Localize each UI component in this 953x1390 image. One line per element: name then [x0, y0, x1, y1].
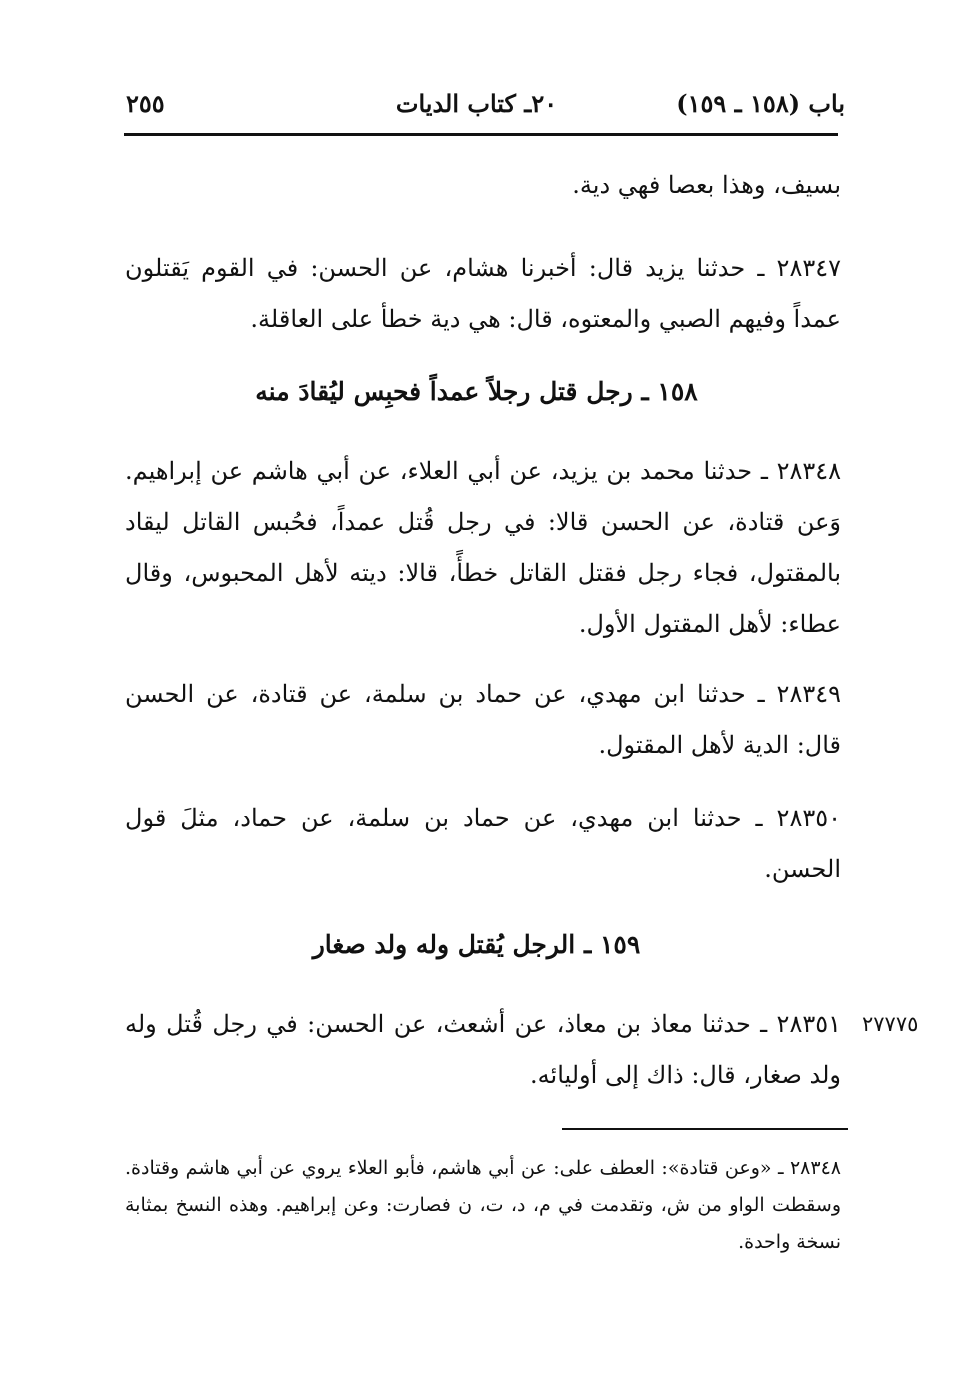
- chapter-range: باب (١٥٨ ـ ١٥٩): [676, 89, 845, 118]
- hadith-28350: ٢٨٣٥٠ ـ حدثنا ابن مهدي، عن حماد بن سلمة، عن حماد، مثلَ قول الحسن.: [125, 804, 841, 883]
- intro-line: بسيف، وهذا بعصا فهي دية.: [572, 171, 841, 199]
- hadith-28348: ٢٨٣٤٨ ـ حدثنا محمد بن يزيد، عن أبي العلاء، عن أبي هاشم عن إبراهيم. وَعن قتادة، عن الحسن قالا: في رجل قُتل عمداً، فحُبس القاتل ليقاد بالمقتول، فجاء رجل فقتل القاتل خطأً، قالا: ديته لأهل المحبوس، وقال عطاء: لأهل المقتول الأول.: [125, 457, 842, 638]
- footnote-rule: [562, 1128, 848, 1130]
- footnote-28348: ٢٨٣٤٨ ـ «وعن قتادة»: العطف على: عن أبي هاشم، فأبو العلاء يروي عن أبي هاشم وقتادة. وسقطت الواو من ش، وتقدمت في م، د، ت، ن فصارت: وعن إبراهيم. وهذه النسخ بمثابة نسخة واحدة.: [125, 1157, 841, 1253]
- margin-reference-number: ٢٧٧٧٥: [862, 1012, 919, 1036]
- chapter-heading-159: ١٥٩ ـ الرجل يُقتل وله ولد صغار: [312, 930, 641, 959]
- header-rule: [124, 133, 838, 136]
- chapter-heading-158: ١٥٨ ـ رجل قتل رجلاً عمداً فحبِس ليُقادَ منه: [255, 377, 698, 406]
- hadith-28347: ٢٨٣٤٧ ـ حدثنا يزيد قال: أخبرنا هشام، عن الحسن: في القوم يَقتلون عمداً وفيهم الصبي والمعتوه، قال: هي دية خطأ على العاقلة.: [125, 254, 841, 333]
- hadith-28351: ٢٨٣٥١ ـ حدثنا معاذ بن معاذ، عن أشعث، عن الحسن: في رجل قُتل وله ولد صغار، قال: ذاك إلى أوليائه.: [125, 1010, 841, 1089]
- hadith-28349: ٢٨٣٤٩ ـ حدثنا ابن مهدي، عن حماد بن سلمة، عن قتادة، عن الحسن قال: الدية لأهل المقتول.: [125, 680, 841, 759]
- book-title: ٢٠ـ كتاب الديات: [395, 89, 558, 118]
- page-number: ٢٥٥: [126, 89, 165, 118]
